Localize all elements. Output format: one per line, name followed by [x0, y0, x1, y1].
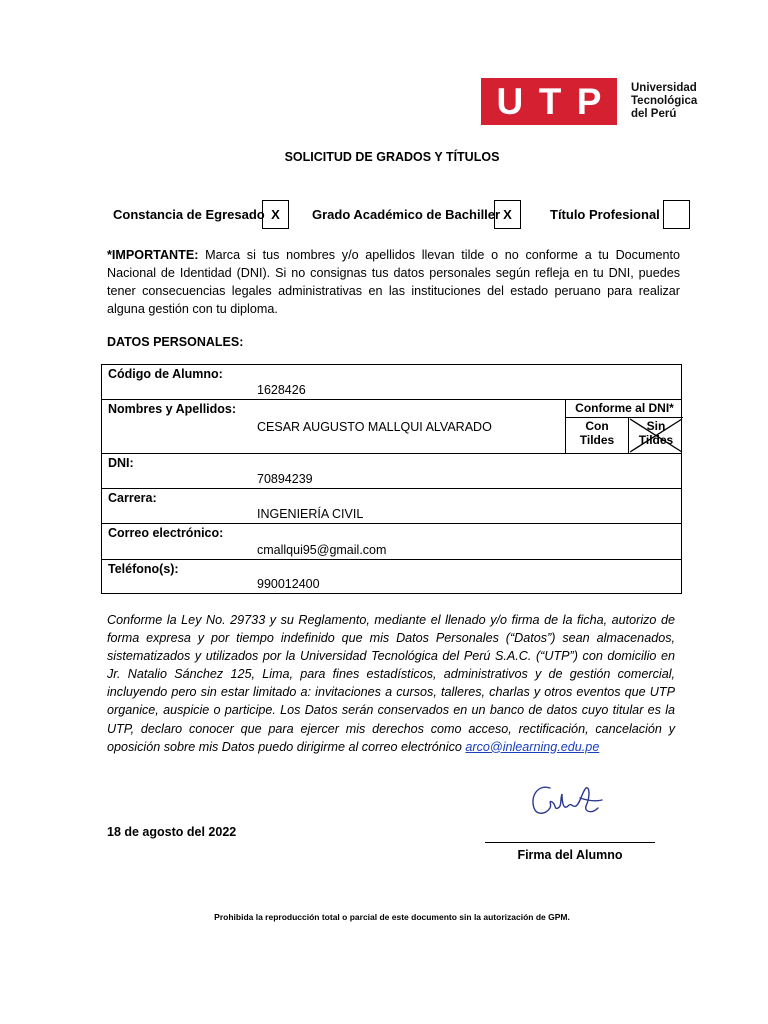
option-label-bachiller: Grado Académico de Bachiller [312, 207, 501, 222]
checkbox-titulo[interactable] [663, 200, 690, 229]
important-notice [107, 246, 680, 318]
handwritten-signature [528, 778, 608, 824]
footer-notice: Prohibida la reproducción total o parcial de este documento sin la autorización de GPM. [214, 912, 570, 922]
logo-letter-u: U [496, 80, 524, 122]
arco-email-link[interactable]: arco@inlearning.edu.pe [465, 739, 600, 754]
important-text: Marca si tus nombres y/o apellidos llevan tilde o no conforme a tu Documento Nacional de Identidad (DNI). Si no consignas tus datos personales según refleja en tu DNI, puedes tener consecuencias legales administrativas en las instituciones del estado peruano para realizar alguna gestión con tu diploma. [107, 248, 680, 316]
logo-name-line-1: Universidad [631, 82, 697, 94]
signature-line [485, 842, 655, 843]
option-label-titulo: Título Profesional [550, 207, 660, 222]
checkbox-bachiller[interactable]: X [494, 200, 521, 229]
label-dni: DNI: [108, 456, 134, 470]
privacy-consent-text [107, 611, 675, 756]
row-nombres [102, 400, 681, 454]
utp-logo [481, 78, 701, 127]
value-carrera[interactable]: INGENIERÍA CIVIL [257, 507, 364, 521]
checkbox-constancia[interactable]: X [262, 200, 289, 229]
row-telefono [102, 560, 681, 593]
logo-university-name [631, 82, 697, 121]
logo-letter-t: T [538, 80, 562, 122]
logo-name-line-3: del Perú [631, 108, 677, 120]
con-tildes-line-1: Con [585, 419, 609, 433]
privacy-consent-body: Conforme la Ley No. 29733 y su Reglamento, mediante el llenado y/o firma de la ficha, autorizo de forma expresa y por tiempo indefinido que mis Datos Personales (“Datos”) sean almacenados, sistematizados y utilizados por la Universidad Tecnológica del Perú S.A.C. (“UTP”) con domicilio en Jr. Natalio Sánchez 125, Lima, para fines estadísticos, administrativos y de gestión comercial, incluyendo pero sin estar limitado a: invitaciones a cursos, talleres, charlas y otros eventos que UTP organice, auspicie o participe. Los Datos serán conservados en un banco de datos cuyo titular es la UTP, declaro conocer que para ejercer mis derechos como acceso, rectificación, cancelación y oposición sobre mis Datos puedo dirigirme al correo electrónico [107, 613, 675, 754]
logo-letters [481, 78, 617, 125]
label-codigo: Código de Alumno: [108, 367, 223, 381]
label-correo: Correo electrónico: [108, 526, 224, 540]
section-title-personal-data: DATOS PERSONALES: [107, 335, 244, 349]
value-telefono[interactable]: 990012400 [257, 577, 320, 591]
con-tildes-line-2: Tildes [579, 433, 615, 447]
logo-letter-p: P [576, 80, 602, 122]
request-date: 18 de agosto del 2022 [107, 825, 237, 839]
row-codigo [102, 365, 681, 400]
value-correo[interactable]: cmallqui95@gmail.com [257, 543, 387, 557]
label-nombres: Nombres y Apellidos: [108, 402, 237, 416]
signature-label: Firma del Alumno [517, 848, 623, 862]
option-con-tildes[interactable] [566, 418, 628, 447]
important-lead: *IMPORTANTE: [107, 248, 199, 262]
option-label-constancia: Constancia de Egresado [113, 207, 265, 222]
document-title: SOLICITUD DE GRADOS Y TÍTULOS [284, 150, 500, 164]
row-dni [102, 454, 681, 489]
cross-mark-icon [629, 418, 683, 453]
value-codigo[interactable]: 1628426 [257, 383, 306, 397]
value-dni[interactable]: 70894239 [257, 472, 313, 486]
logo-name-line-2: Tecnológica [631, 95, 698, 107]
dni-conformity-box [565, 400, 683, 453]
row-correo [102, 524, 681, 560]
label-telefono: Teléfono(s): [108, 562, 179, 576]
option-sin-tildes[interactable] [628, 418, 683, 453]
personal-data-table [101, 364, 682, 594]
row-carrera [102, 489, 681, 524]
value-nombres[interactable]: CESAR AUGUSTO MALLQUI ALVARADO [257, 420, 492, 434]
sin-tildes-line-1: Sin [646, 419, 666, 433]
dni-conformity-header: Conforme al DNI* [566, 400, 683, 418]
sin-tildes-line-2: Tildes [638, 433, 674, 447]
label-carrera: Carrera: [108, 491, 157, 505]
